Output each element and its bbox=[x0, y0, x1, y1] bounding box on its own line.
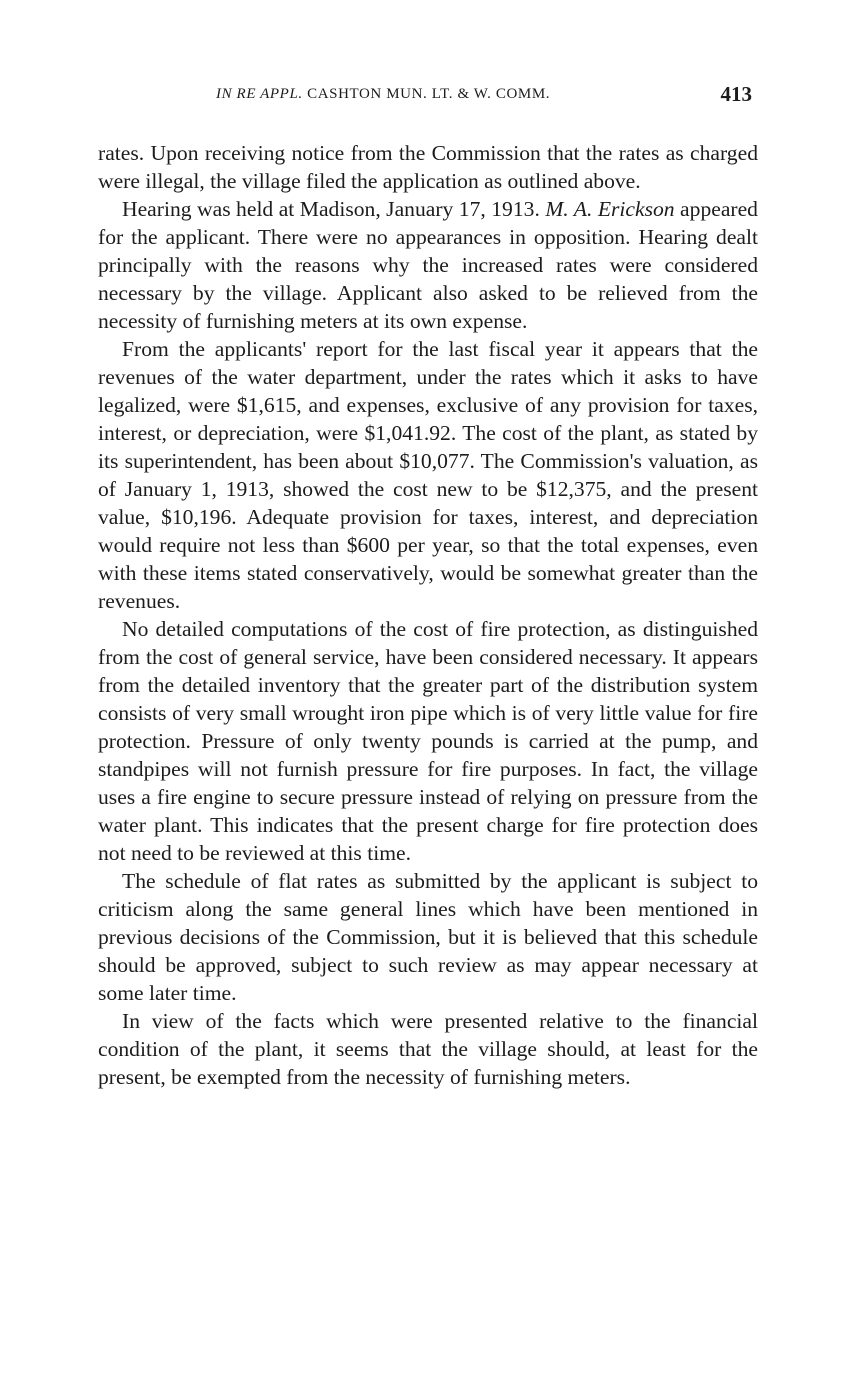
running-title-rest: CASHTON MUN. LT. & W. COMM. bbox=[302, 86, 551, 102]
running-head bbox=[98, 82, 758, 112]
paragraph-2-start: Hearing was held at Madison, January 17, 1913. bbox=[122, 197, 546, 221]
paragraph-3: From the applicants' report for the last fiscal year it appears that the revenues of the water department, under the rates which it asks to have legalized, were $1,615, and expenses, exclusive of any provision for taxes, interest, or depreciation, were $1,041.92. The cost of the plant, as stated by its superintendent, has been about $10,077. The Commission's valuation, as of January 1, 1913, showed the cost new to be $12,375, and the present value, $10,196. Adequate provision for taxes, interest, and depreciation would require not less than $600 per year, so that the total expenses, even with these items stated conservatively, would be somewhat greater than the revenues. bbox=[98, 337, 758, 613]
paragraph-5: The schedule of flat rates as submitted by the applicant is subject to criticism along the same general lines which have been mentioned in previous decisions of the Commission, but it is believed that this schedule should be approved, subject to such review as may appear necessary at some later time. bbox=[98, 869, 758, 1005]
running-title bbox=[216, 86, 550, 103]
attorney-name: M. A. Erickson bbox=[545, 197, 675, 221]
paragraph-2-rest: appeared for the applicant. There were no appearances in opposition. Hearing dealt principally with the reasons why the increased rates were considered necessary by the village. Applicant also asked to be relieved from the necessity of furnishing meters at its own expense. bbox=[98, 197, 758, 333]
paragraph-4: No detailed computations of the cost of fire protection, as distinguished from the cost of general service, have been considered necessary. It appears from the detailed inventory that the greater part of the distribution system consists of very small wrought iron pipe which is of very little value for fire protection. Pressure of only twenty pounds is carried at the pump, and standpipes will not furnish pressure for fire purposes. In fact, the village uses a fire engine to secure pressure instead of relying on pressure from the water plant. This indicates that the present charge for fire protection does not need to be reviewed at this time. bbox=[98, 617, 758, 865]
paragraph-1: rates. Upon receiving notice from the Commission that the rates as charged were illegal, the village filed the application as outlined above. bbox=[98, 141, 758, 193]
paragraph-6: In view of the facts which were presented relative to the financial condition of the plant, it seems that the village should, at least for the present, be exempted from the necessity of furnishing meters. bbox=[98, 1009, 758, 1089]
paragraph-2 bbox=[98, 195, 758, 335]
running-title-italic: IN RE APPL. bbox=[216, 86, 303, 102]
page-number: 413 bbox=[720, 82, 752, 106]
body-text bbox=[98, 139, 758, 1091]
